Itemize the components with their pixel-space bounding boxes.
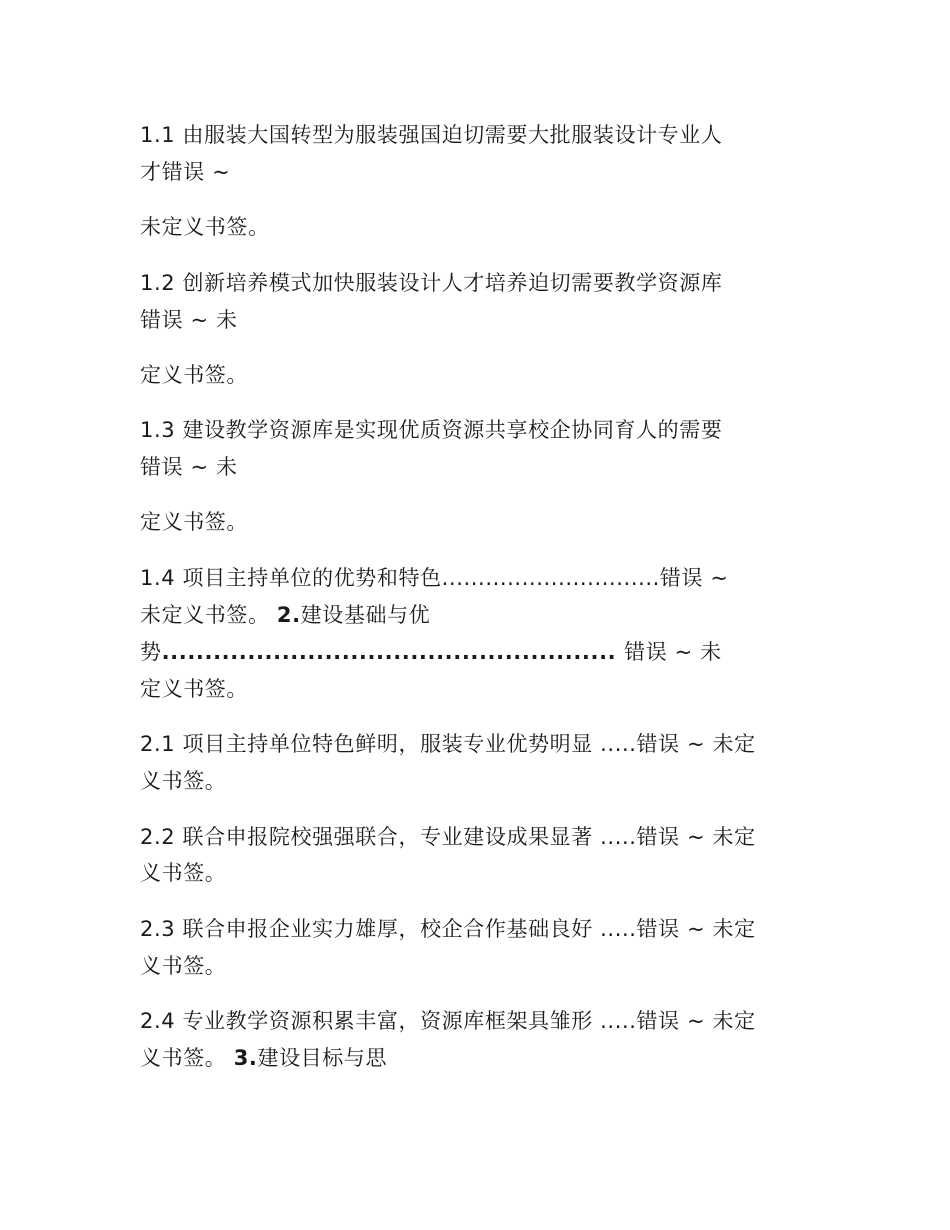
toc-entry-1-3-line1: 1.3 建设教学资源库是实现优质资源共享校企协同育人的需要 [140,418,723,442]
toc-entry-1-2-line3: 定义书签。 [140,363,248,387]
toc-chapter-2-ref: 错误 ~ 未 [624,640,722,664]
toc-entry-1-3-line3: 定义书签。 [140,510,248,534]
toc-entry-1-2-line2: 错误 ~ 未 [140,308,238,332]
toc-entry-2-4-tail: 义书签。 [140,1046,234,1070]
toc-chapter-2-title-start: 建设基础与优 [300,603,431,627]
toc-entry-2-1-line1: 2.1 项目主持单位特色鲜明，服装专业优势明显 .....错误 ~ 未定 [140,732,756,756]
toc-entry-1-3-line2: 错误 ~ 未 [140,455,238,479]
toc-chapter-3-number: 3. [233,1046,258,1070]
toc-chapter-2-line3 [140,637,722,667]
toc-entry-2-3-line1: 2.3 联合申报企业实力雄厚，校企合作基础良好 .....错误 ~ 未定 [140,917,756,941]
toc-entry-1-4-tail: 未定义书签。 [140,603,277,627]
toc-chapter-2-title-end: 势 [140,640,162,664]
toc-entry-1-1-line3: 未定义书签。 [140,215,270,239]
toc-entry-1-4-line1: 1.4 项目主持单位的优势和特色..............................错误 ~ [140,566,729,590]
toc-entry-2-4-line2 [140,1043,387,1073]
toc-entry-2-1-line2: 义书签。 [140,769,227,793]
toc-entry-1-4-line2 [140,600,430,630]
toc-entry-2-2-line2: 义书签。 [140,861,227,885]
toc-chapter-3-title-start: 建设目标与思 [257,1046,388,1070]
toc-entry-1-1-line2: 才错误 ~ [140,160,231,184]
toc-entry-2-3-line2: 义书签。 [140,954,227,978]
toc-entry-2-4-line1: 2.4 专业教学资源积累丰富，资源库框架具雏形 .....错误 ~ 未定 [140,1009,756,1033]
toc-chapter-2-number: 2. [276,603,301,627]
toc-entry-2-2-line1: 2.2 联合申报院校强强联合，专业建设成果显著 .....错误 ~ 未定 [140,825,756,849]
toc-entry-1-2-line1: 1.2 创新培养模式加快服装设计人才培养迫切需要教学资源库 [140,271,723,295]
toc-entry-1-1-line1: 1.1 由服装大国转型为服装强国迫切需要大批服装设计专业人 [140,123,723,147]
toc-chapter-2-line4: 定义书签。 [140,677,248,701]
toc-chapter-2-leader: ..................................................... [161,640,625,664]
